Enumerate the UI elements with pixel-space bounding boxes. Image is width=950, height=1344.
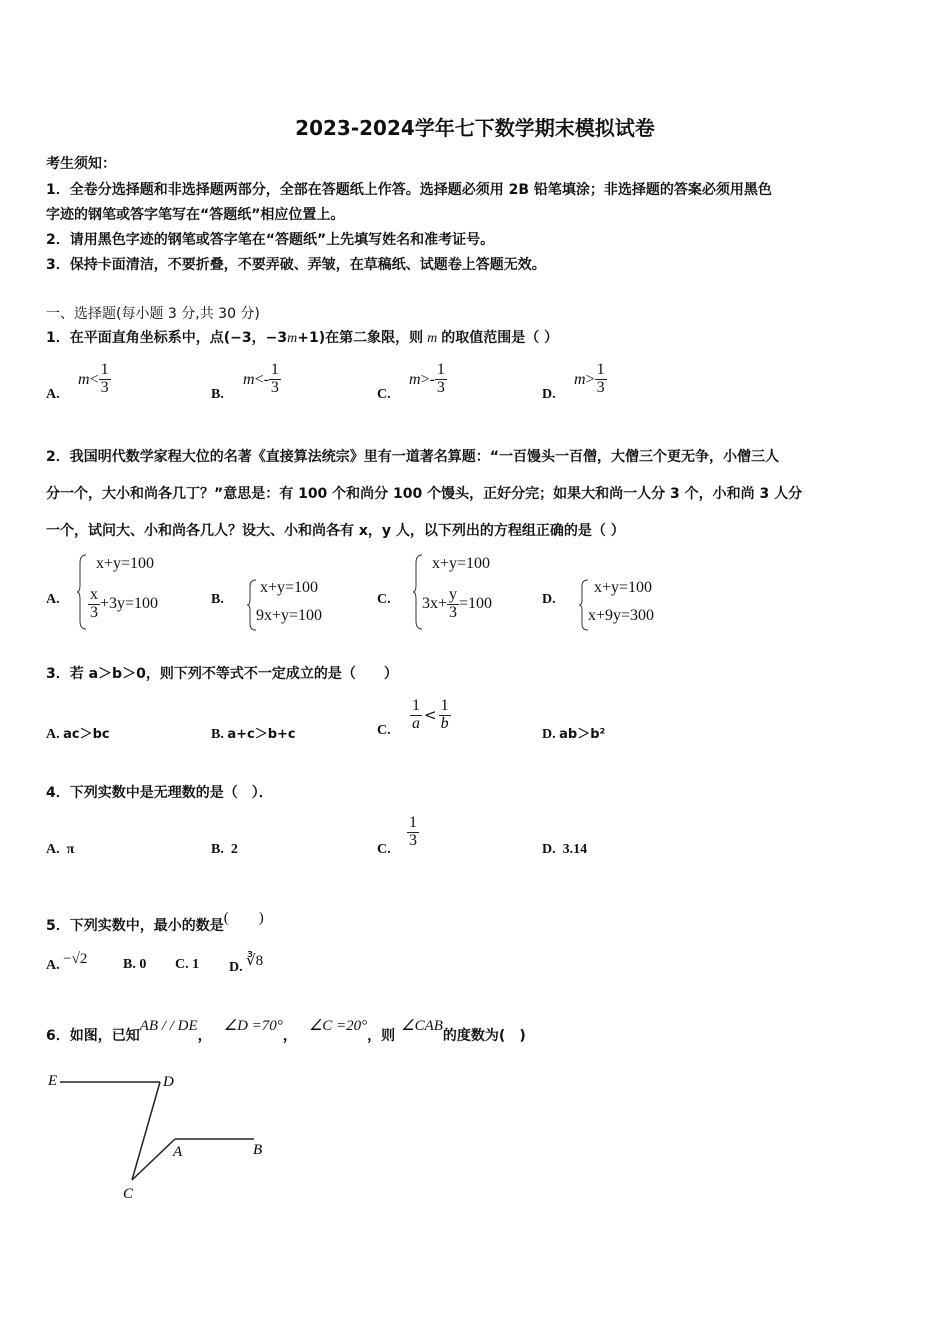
q1-stem: 1．在平面直角坐标系中，点(−3，−3m+1)在第二象限，则 m 的取值范围是（ ） [46, 330, 559, 346]
q5-stem: 5．下列实数中，最小的数是( ) [46, 910, 264, 934]
q4-option-c-label[interactable]: C. [377, 842, 391, 857]
q2-option-a-label[interactable]: A. [46, 592, 60, 607]
q1-option-d-label[interactable]: D. [542, 387, 556, 402]
q2-option-c-label[interactable]: C. [377, 592, 391, 607]
q1-option-c[interactable]: m>- $\frac{1}{3}$ [409, 361, 445, 396]
q3-option-c[interactable]: $\frac{1}{a}$ < $\frac{1}{b}$ [412, 697, 449, 732]
q4-option-c[interactable]: $\frac{1}{3}$ [409, 814, 417, 849]
q2-stem-line-1: 2．我国明代数学家程大位的名著《直接算法统宗》里有一道著名算题：“一百馒头一百僧，大僧三个更无争，小僧三人 [46, 449, 779, 465]
q2-stem-line-3: 一个，试问大、小和尚各几人？设大、小和尚各有 x，y 人，以下列出的方程组正确的是（ ） [46, 523, 625, 539]
q3-option-c-label[interactable]: C. [377, 723, 391, 738]
q4-option-a[interactable]: A. π [46, 842, 75, 857]
q5-option-a[interactable]: A. −√2 [46, 951, 88, 973]
q4-stem: 4．下列实数中是无理数的是（ ）． [46, 785, 273, 801]
q1-option-b-label[interactable]: B. [211, 387, 224, 402]
q3-option-b[interactable]: B. a+c＞b+c [211, 727, 296, 742]
notice-line-3: 2．请用黑色字迹的钢笔或答字笔在“答题纸”上先填写姓名和准考证号。 [46, 232, 495, 248]
q4-option-d[interactable]: D. 3.14 [542, 842, 588, 857]
notice-heading: 考生须知： [46, 156, 116, 172]
q5-option-b[interactable]: B. 0 [123, 957, 147, 972]
q2-stem-line-2: 分一个，大小和尚各几丁？”意思是：有 100 个和尚分 100 个馒头，正好分完；如果大和尚一人分 3 个，小和尚 3 人分 [46, 486, 803, 502]
q5-option-d[interactable]: D. ∛8 [229, 953, 264, 975]
q3-option-a[interactable]: A. ac＞bc [46, 727, 110, 742]
section-heading: 一、选择题(每小题 3 分,共 30 分) [46, 306, 260, 322]
q6-stem: 6．如图，已知AB / / DE，∠D =70°，∠C =20°，则∠CAB的度数为( ) [46, 1018, 526, 1044]
q1-option-d[interactable]: m> $\frac{1}{3}$ [574, 361, 605, 396]
page-title: 2023-2024学年七下数学期末模拟试卷 [295, 116, 655, 140]
q6-figure [40, 1062, 280, 1207]
label-a: A [173, 1144, 183, 1160]
label-d: D [163, 1074, 174, 1090]
label-b: B [253, 1142, 263, 1158]
q3-stem: 3．若 a＞b＞0，则下列不等式不一定成立的是（ ） [46, 666, 398, 682]
q1-option-b[interactable]: m<- $\frac{1}{3}$ [243, 361, 279, 396]
notice-line-2: 字迹的钢笔或答字笔写在“答题纸”相应位置上。 [46, 207, 345, 223]
q3-option-d[interactable]: D. ab＞b² [542, 727, 606, 742]
q2-option-b-label[interactable]: B. [211, 592, 224, 607]
notice-line-4: 3．保持卡面清洁，不要折叠，不要弄破、弄皱，在草稿纸、试题卷上答题无效。 [46, 257, 546, 273]
q2-option-d-label[interactable]: D. [542, 592, 556, 607]
q2-option-d-system[interactable]: x+y=100 x+9y=300 [578, 578, 688, 634]
label-e: E [48, 1073, 58, 1089]
q2-option-a-system[interactable]: x+y=100 $\frac{x}{3}$ +3y=100 [76, 553, 186, 633]
q1-option-c-label[interactable]: C. [377, 387, 391, 402]
line-dc [132, 1082, 160, 1180]
q5-option-c[interactable]: C. 1 [175, 957, 200, 972]
q4-option-b[interactable]: B. 2 [211, 842, 238, 857]
q1-option-a-label[interactable]: A. [46, 387, 60, 402]
brace-icon [76, 553, 88, 631]
q2-option-c-system[interactable]: x+y=100 3x+ $\frac{y}{3}$ =100 [412, 553, 532, 633]
label-c: C [123, 1186, 134, 1202]
notice-line-1: 1．全卷分选择题和非选择题两部分，全部在答题纸上作答。选择题必须用 2B 铅笔填涂；非选择题的答案必须用黑色 [46, 182, 772, 198]
q2-option-b-system[interactable]: x+y=100 9x+y=100 [246, 578, 356, 634]
q1-option-a[interactable]: m< $\frac{1}{3}$ [78, 361, 109, 396]
